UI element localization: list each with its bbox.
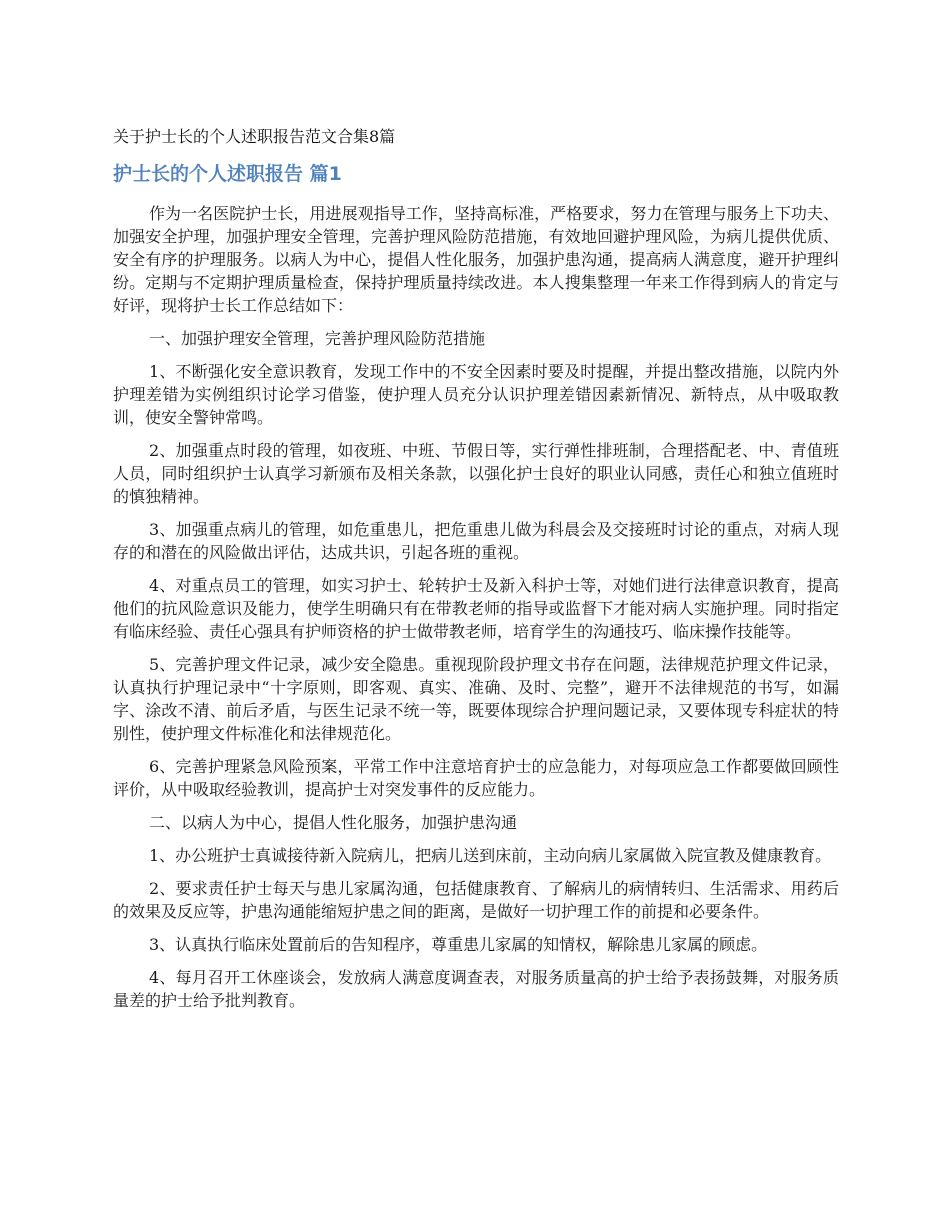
paragraph-patient-2: 2、要求责任护士每天与患儿家属沟通，包括健康教育、了解病儿的病情转归、生活需求、用药后的效果及反应等，护患沟通能缩短护患之间的距离，是做好一切护理工作的前提和必要条件。	[113, 879, 839, 921]
paragraph-safety-4: 4、对重点员工的管理，如实习护士、轮转护士及新入科护士等，对她们进行法律意识教育，提高他们的抗风险意识及能力，使学生明确只有在带教老师的指导或监督下才能对病人实施护理。同时指定有临床经验、责任心强具有护师资格的护士做带教老师，培育学生的沟通技巧、临床操作技能等。	[113, 576, 839, 641]
paragraph-intro: 作为一名医院护士长，用进展观指导工作，坚持高标准，严格要求，努力在管理与服务上下功夫、加强安全护理，加强护理安全管理，完善护理风险防范措施，有效地回避护理风险，为病儿提供优质、安全有序的护理服务。以病人为中心，提倡人性化服务，加强护患沟通，提高病人满意度，避开护理纠纷。定期与不定期护理质量检查，保持护理质量持续改进。本人搜集整理一年来工作得到病人的肯定与好评，现将护士长工作总结如下：	[113, 204, 839, 315]
paragraph-safety-2: 2、加强重点时段的管理，如夜班、中班、节假日等，实行弹性排班制，合理搭配老、中、青值班人员，同时组织护士认真学习新颁布及相关条款，以强化护士良好的职业认同感，责任心和独立值班时的慎独精神。	[113, 441, 839, 506]
paragraph-patient-1: 1、办公班护士真诚接待新入院病儿，把病儿送到床前，主动向病儿家属做入院宣教及健康教育。	[149, 846, 832, 865]
paragraph-safety-1: 1、不断强化安全意识教育，发现工作中的不安全因素时要及时提醒，并提出整改措施，以院内外护理差错为实例组织讨论学习借鉴，使护理人员充分认识护理差错因素新情况、新特点，从中吸取教训，使安全警钟常鸣。	[113, 362, 839, 427]
paragraph-safety-3: 3、加强重点病儿的管理，如危重患儿，把危重患儿做为科晨会及交接班时讨论的重点，对病人现存的和潜在的风险做出评估，达成共识，引起各班的重视。	[113, 520, 839, 562]
paragraph-safety-5: 5、完善护理文件记录，减少安全隐患。重视现阶段护理文书存在问题，法律规范护理文件记录，认真执行护理记录中“十字原则，即客观、真实、准确、及时、完整”，避开不法律规范的书写，如漏字、涂改不清、前后矛盾，与医生记录不统一等，既要体现综合护理问题记录，又要体现专科症状的特别性，使护理文件标准化和法律规范化。	[113, 655, 839, 743]
section-heading: 护士长的个人述职报告 篇1	[113, 163, 342, 185]
paragraph-patient-3: 3、认真执行临床处置前后的告知程序，尊重患儿家属的知情权，解除患儿家属的顾虑。	[149, 935, 768, 954]
paragraph-patient-4: 4、每月召开工休座谈会，发放病人满意度调查表，对服务质量高的护士给予表扬鼓舞，对服务质量差的护士给予批判教育。	[113, 968, 839, 1010]
document-title: 关于护士长的个人述职报告范文合集8篇	[113, 127, 396, 146]
subheading-safety-management: 一、加强护理安全管理，完善护理风险防范措施	[149, 329, 486, 348]
subheading-patient-centered: 二、以病人为中心，提倡人性化服务，加强护患沟通	[149, 813, 518, 832]
document-body	[113, 124, 839, 1022]
paragraph-safety-6: 6、完善护理紧急风险预案，平常工作中注意培育护士的应急能力，对每项应急工作都要做回顾性评价，从中吸取经验教训，提高护士对突发事件的反应能力。	[113, 757, 839, 799]
